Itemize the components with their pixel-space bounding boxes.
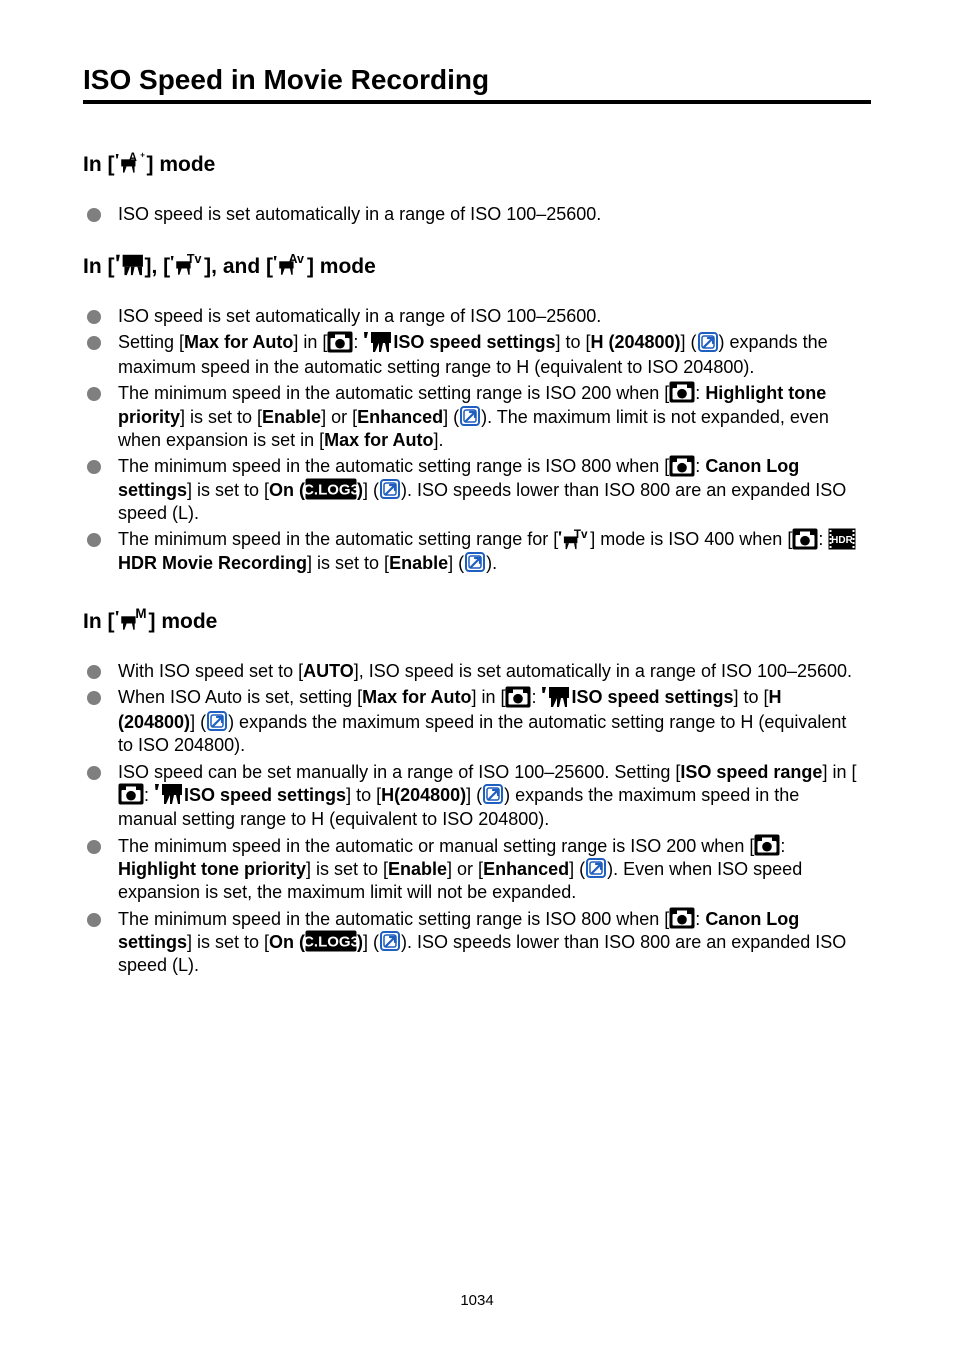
movie-tv-mode-icon: [558, 528, 590, 550]
reference-link-icon[interactable]: [206, 710, 228, 732]
canon-log3-icon: [305, 930, 357, 952]
list-item: With ISO speed set to [AUTO], ISO speed is set automatically in a range of ISO 100–25600.: [83, 660, 863, 683]
camera-icon: [669, 381, 695, 403]
reference-link-icon[interactable]: [379, 478, 401, 500]
section-manual-mode: [83, 609, 863, 981]
movie-icon: [541, 685, 571, 709]
camera-icon: [792, 528, 818, 550]
reference-link-icon[interactable]: [379, 930, 401, 952]
camera-icon: [669, 455, 695, 477]
reference-link-icon[interactable]: [459, 405, 481, 427]
camera-icon: [754, 834, 780, 856]
movie-av-mode-icon: [273, 252, 307, 276]
bullet-list: [83, 660, 863, 978]
page-title: ISO Speed in Movie Recording: [83, 62, 871, 104]
movie-manual-mode-icon: [115, 607, 149, 631]
bullet-list: [83, 203, 863, 226]
movie-mode-icon: [115, 252, 145, 276]
hdr-movie-icon: [828, 528, 856, 550]
movie-icon: [154, 782, 184, 806]
camera-icon: [118, 783, 144, 805]
section-heading: In [ ] mode: [83, 609, 863, 635]
camera-icon: [327, 331, 353, 353]
camera-icon: [505, 686, 531, 708]
reference-link-icon[interactable]: [464, 551, 486, 573]
list-item: ISO speed is set automatically in a range of ISO 100–25600.: [83, 305, 863, 328]
reference-link-icon[interactable]: [585, 857, 607, 879]
list-item: The minimum speed in the automatic setting range is ISO 800 when [ : Canon Log settings] is set to [On ( )] ( ). ISO speeds lower than ISO 800 are an expanded ISO speed (L).: [83, 455, 863, 525]
section-movie-tv-av-mode: [83, 254, 863, 578]
camera-icon: [669, 907, 695, 929]
section-heading: In [ ], [ ], and [ ] mode: [83, 254, 863, 280]
section-auto-mode: [83, 152, 863, 229]
section-heading: In [ ] mode: [83, 152, 863, 178]
movie-auto-plus-mode-icon: [115, 150, 147, 174]
list-item: When ISO Auto is set, setting [Max for Auto] in [ : ISO speed settings] to [H (204800)] ( ) expands the maximum speed in the automatic setting range to H (equivalent to ISO 204800).: [83, 686, 863, 757]
list-item: Setting [Max for Auto] in [ : ISO speed settings] to [H (204800)] ( ) expands the maximum speed in the automatic setting range to H (equivalent to ISO 204800).: [83, 331, 863, 379]
movie-tv-mode-icon: [170, 252, 204, 276]
list-item: The minimum speed in the automatic or manual setting range is ISO 200 when [ : Highlight tone priority] is set to [Enable] or [Enhanced] ( ). Even when ISO speed expansion is set, the maximum limit will not be expanded.: [83, 835, 863, 905]
reference-link-icon[interactable]: [482, 783, 504, 805]
movie-icon: [363, 330, 393, 354]
list-item: ISO speed is set automatically in a range of ISO 100–25600.: [83, 203, 863, 226]
reference-link-icon[interactable]: [697, 331, 719, 353]
list-item: ISO speed can be set manually in a range of ISO 100–25600. Setting [ISO speed range] in [: ISO speed settings] to [H(204800)] ( ) expands the maximum speed in the manual setting range to H (equivalent to ISO 204800).: [83, 761, 863, 832]
canon-log3-icon: [305, 478, 357, 500]
list-item: The minimum speed in the automatic setting range is ISO 800 when [ : Canon Log settings] is set to [On ( )] ( ). ISO speeds lower than ISO 800 are an expanded ISO speed (L).: [83, 908, 863, 978]
bullet-list: [83, 305, 863, 575]
list-item: The minimum speed in the automatic setting range is ISO 200 when [ : Highlight tone priority] is set to [Enable] or [Enhanced] ( ). The maximum limit is not expanded, even when expansion is set in [Max for Auto].: [83, 382, 863, 452]
page-number: 1034: [460, 1292, 494, 1309]
list-item: The minimum speed in the automatic setting range for [ ] mode is ISO 400 when [ : HDR Movie Recording] is set to [Enable] ( ).: [83, 528, 863, 575]
